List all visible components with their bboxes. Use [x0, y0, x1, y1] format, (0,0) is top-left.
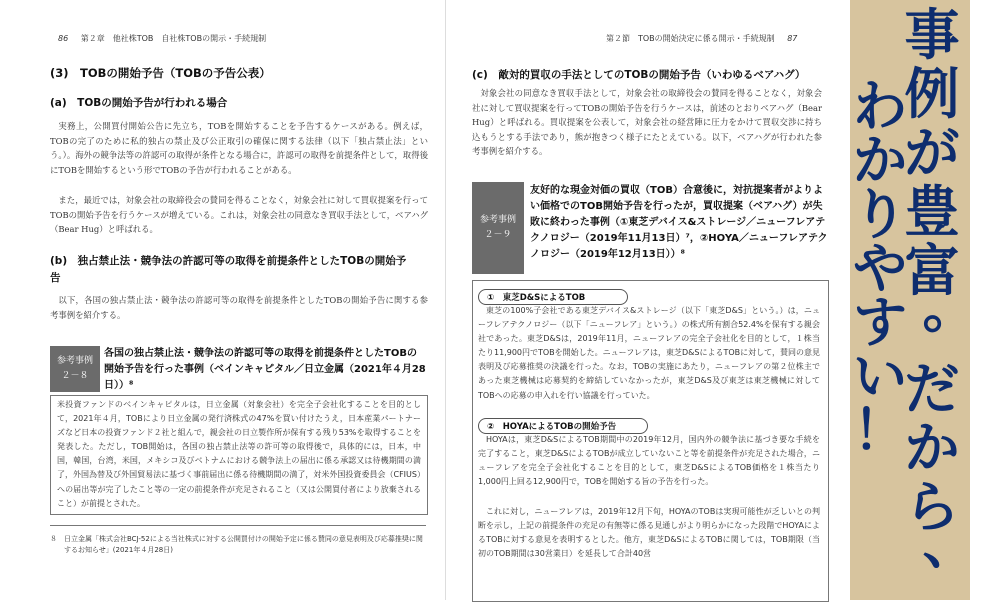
banner-col1-char: 、 — [922, 512, 978, 576]
case-body-2-8: 米投資ファンドのベインキャピタルは，日立金属（対象会社）を完全子会社化することを目的として，2021年４月，TOBにより日立金属の発行済株式の47%を買い付けたうえ，日本産業パートナーズなど日本の投資ファンド２社と組んで，親会社の日立製作所が保有する残り53%を取得することを発表した。ただし，TOB開始は，各国の独占禁止法等の許可等の取得後で，具体的には，日本，中国，韓国，台湾，米国，メキシコ及びベトナムにおける競争法上の届出に係る承認又は待機期間の満了，外国為替及び外国貿易法に基づく事前届出に係る待機期間の満了，対米外国投資委員会（CFIUS）への届出等が完了したこと等の一定の前提条件が充足されること（又は公開買付者により放棄されること）が前提とされた。 — [57, 400, 421, 508]
running-head-right — [606, 33, 807, 44]
subheading-b: (b) 独占禁止法・競争法の許認可等の取得を前提条件としたTOBの開始予告 — [50, 255, 407, 284]
banner-col1-char: 事 — [904, 3, 960, 67]
banner-col2-char: す — [853, 291, 907, 354]
banner-col1-char: ら — [904, 475, 960, 539]
case-label-2-8-line2: ２－８ — [61, 371, 89, 381]
case-label-2-9-line1: 参考事例 — [479, 215, 516, 225]
banner-col1-char: か — [904, 416, 960, 480]
case-item-2-body-cont: これに対し，ニューフレアは，2019年12月下旬，HOYAのTOBは実現可能性が乏しいとの判断を示し，上記の前提条件の充足の有無等に係る見通しがより明らかになった段階でHOYAによるTOBに対する意見を表明するとした。他方，東芝D&SによるTOBに関しては，TOB期限（当初のTOB期間は30営業日）を延長して合計40営 — [478, 507, 820, 559]
banner-col1-char: 例 — [904, 62, 960, 126]
banner-col2-char: ！ — [853, 399, 907, 462]
page-number-right: 87 — [787, 34, 798, 43]
banner-col2-char: い — [853, 345, 907, 408]
page-number-left: 86 — [58, 34, 69, 43]
case-item-1-body: 東芝の100%子会社である東芝デバイス&ストレージ（以下「東芝D&S」という。）は，ニューフレアテクノロジー（以下「ニューフレア」という。）の株式所有割合52.4%を保有する親会社であった。東芝D&Sは，2019年11月，ニューフレアの完全子会社化を目的として，１株当たり11,900円でTOBを開始した。ニューフレアは，東芝D&SによるTOBに対して，賛同の意見表明及び応募推奨の決議を行った。なお，TOBの実施にあたり，ニューフレアの第２位株主であった東芝機械は応募契約を締結していなかったが，東芝D&S及び東芝は東芝機械に対してTOBへの応募の申入れを行い協議を行っていた。 — [478, 306, 820, 400]
subheading-a: (a) TOBの開始予告が行われる場合 — [50, 97, 228, 109]
banner-col1-char: が — [904, 121, 960, 185]
paragraph-b1: 以下，各国の独占禁止法・競争法の許認可等の取得を前提条件としたTOBの開始予告に関する参考事例を紹介する。 — [50, 295, 428, 320]
case-item-2-heading: ② HOYAによるTOBの開始予告 — [478, 418, 648, 434]
banner-col2-char: か — [853, 129, 907, 192]
case-label-2-8 — [50, 346, 100, 392]
running-head-right-text: 第２節 TOBの開始決定に係る開示・手続規制 — [606, 34, 775, 43]
footnote-rule — [50, 525, 426, 526]
banner-col2-char: り — [853, 183, 907, 246]
paragraph-a2: また，最近では，対象会社の取締役会の賛同を得ることなく，対象会社に対して買収提案を行ってTOBの開始予告を行うケースが増えている。これは，対象会社の同意なき買収手法として，ベアハグ（Bear Hug）と呼ばれる。 — [50, 195, 428, 235]
paragraph-a1: 実務上，公開買付開始公告に先立ち，TOBを開始することを予告するケースがある。例えば，TOBの完了のために私的独占の禁止及び公正取引の確保に関する法律（以下「独占禁止法」という。）。海外の競争法等の許認可の取得が条件となる場合に，許認可の取得を前提条件として，取得後にTOBを開始するという形でTOBの予告が行われることがある。 — [50, 121, 428, 175]
promo-banner — [850, 0, 978, 600]
paragraph-c1: 対象会社の同意なき買収手法として，対象会社の取締役会の賛同を得ることなく，対象会社に対して買収提案を行ってTOBの開始予告を行うケースは，前述のとおりベアハグ（Bear Hug）と呼ばれる。買収提案を公表して，対象会社の経営陣に圧力をかけて買収交渉に持ち込もうとする手法であり，熊が抱きつく様子にたとえている。以下，ベアハグが行われた参考事例を紹介する。 — [472, 88, 822, 157]
case-label-2-9-line2: ２－９ — [484, 230, 512, 240]
footnote-number: ８ — [50, 535, 57, 543]
section-heading: (3) TOBの開始予告（TOBの予告公表） — [50, 66, 271, 80]
banner-col1-char: 富 — [904, 239, 960, 303]
case-item-2-body: HOYAは，東芝D&SによるTOB期間中の2019年12月，国内外の競争法に基づき要な手続を完了すること，東芝D&SによるTOBが成立していないこと等を前提条件が充足された場合，ニューフレアを完全子会社化することを目的として，東芝D&SによるTOB価格を１株当たり1,000円上回る12,900円で，TOBを開始する旨の予告を行った。 — [478, 435, 820, 487]
case-label-2-9 — [472, 182, 524, 274]
subheading-c: (c) 敵対的買収の手法としてのTOBの開始予告（いわゆるベアハグ） — [472, 69, 806, 81]
footnote-text: 日立金属「株式会社BCJ-52による当社株式に対する公開買付けの開始予定に係る賛同の意見表明及び応募推奨に関するお知らせ」(2021年４月28日) — [64, 535, 423, 554]
left-page — [0, 0, 446, 600]
case-item-1-heading: ① 東芝D&SによるTOB — [478, 289, 628, 305]
case-title-2-8: 各国の独占禁止法・競争法の許認可等の取得を前提条件としたTOBの開始予告を行った事例（ベインキャピタル／日立金属（2021年４月28日））⁸ — [104, 348, 426, 391]
banner-col1-char: 豊 — [904, 180, 960, 244]
case-title-2-9: 友好的な現金対価の買収（TOB）合意後に，対抗提案者がよりよい価格でのTOB開始予告を行ったが，買収提案（ベアハグ）が失敗に終わった事例（①東芝デバイス&ストレージ／ニューフレアテクノロジー（2019年11月13日）⁷，②HOYA／ニューフレアテクノロジー（2019年12月13日））⁸ — [530, 185, 828, 260]
banner-col1-char: 。 — [922, 276, 978, 340]
banner-col1-char: だ — [904, 357, 960, 421]
running-head-left-text: 第２章 他社株TOB 自社株TOBの開示・手続規制 — [80, 34, 267, 43]
right-page — [448, 0, 850, 600]
banner-col2-char: わ — [853, 75, 907, 138]
banner-col2-char: や — [853, 237, 907, 300]
case-label-2-8-line1: 参考事例 — [56, 356, 93, 366]
running-head-left — [48, 33, 266, 44]
